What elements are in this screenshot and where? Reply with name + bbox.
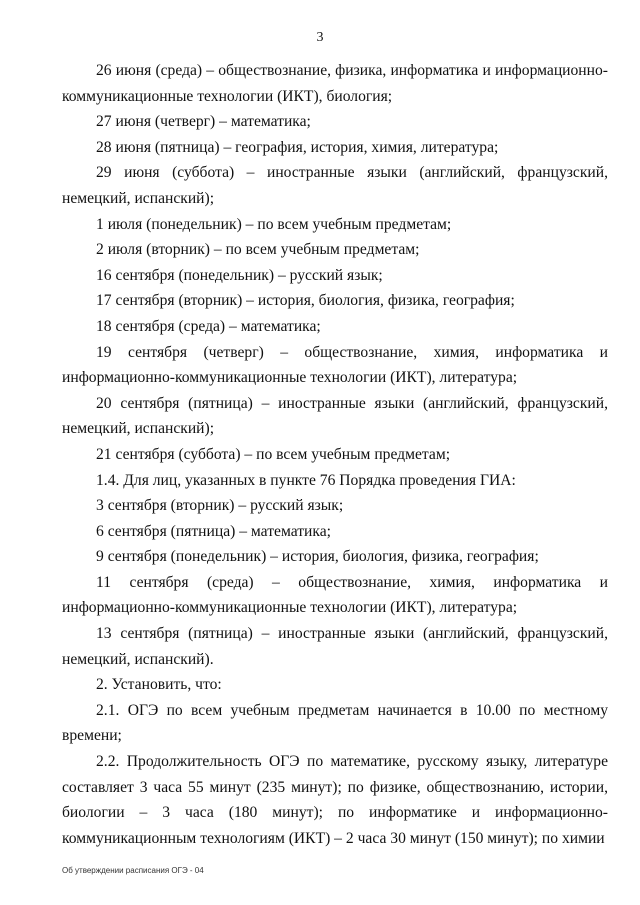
paragraph-schedule-sep-21: 21 сентября (суббота) – по всем учебным предметам;	[96, 445, 451, 463]
paragraph-section-2: 2. Установить, что:	[96, 676, 222, 694]
paragraph-schedule-jun-29: 29 июня (суббота) – иностранные языки (английский, французский, немецкий, испанский);	[62, 164, 608, 207]
paragraph-schedule-jun-26: 26 июня (среда) – обществознание, физика, информатика и информационно-коммуникационные технологии (ИКТ), биология;	[62, 62, 608, 105]
paragraph-schedule-jun-28: 28 июня (пятница) – география, история, химия, литература;	[96, 138, 499, 156]
paragraph-schedule-sep-16: 16 сентября (понедельник) – русский язык;	[96, 266, 383, 284]
paragraph-schedule-sep-20: 20 сентября (пятница) – иностранные языки (английский, французский, немецкий, испанский);	[62, 394, 608, 438]
paragraph-schedule-sep-18: 18 сентября (среда) – математика;	[96, 317, 321, 335]
paragraph-schedule-sep-19: 19 сентября (четверг) – обществознание, химия, информатика и информационно-коммуникационные технологии (ИКТ), литература;	[62, 343, 608, 387]
paragraph-section-2-2: 2.2. Продолжительность ОГЭ по математике, русскому языку, литературе составляет 3 часа 55 минут (235 минут); по физике, обществознанию, истории, биологии – 3 часа (180 минут); по информатике и информационно-коммуникационным технологиям (ИКТ) – 2 часа 30 минут (150 минут); по химии	[62, 753, 608, 847]
paragraph-schedule-sep-11: 11 сентября (среда) – обществознание, химия, информатика и информационно-коммуникационные технологии (ИКТ), литература;	[62, 573, 608, 617]
paragraph-schedule-jul-2: 2 июля (вторник) – по всем учебным предметам;	[96, 241, 420, 259]
paragraph-schedule-jul-1: 1 июля (понедельник) – по всем учебным предметам;	[96, 215, 452, 233]
paragraph-schedule-jun-27: 27 июня (четверг) – математика;	[96, 113, 311, 131]
paragraph-section-1-4: 1.4. Для лиц, указанных в пункте 76 Порядка проведения ГИА:	[96, 471, 516, 489]
paragraph-schedule-sep-17: 17 сентября (вторник) – история, биология, физика, география;	[96, 292, 515, 310]
paragraph-schedule-sep-13: 13 сентября (пятница) – иностранные языки (английский, французский, немецкий, испанский).	[62, 625, 608, 668]
document-body	[62, 58, 608, 851]
paragraph-section-2-1: 2.1. ОГЭ по всем учебным предметам начинается в 10.00 по местному времени;	[62, 701, 608, 745]
document-footer: Об утверждении расписания ОГЭ - 04	[62, 866, 204, 875]
paragraph-schedule-sep-6: 6 сентября (пятница) – математика;	[96, 522, 331, 540]
paragraph-schedule-sep-9: 9 сентября (понедельник) – история, биология, физика, география;	[96, 548, 539, 566]
page-number: 3	[316, 30, 324, 45]
paragraph-schedule-sep-3: 3 сентября (вторник) – русский язык;	[96, 497, 344, 515]
